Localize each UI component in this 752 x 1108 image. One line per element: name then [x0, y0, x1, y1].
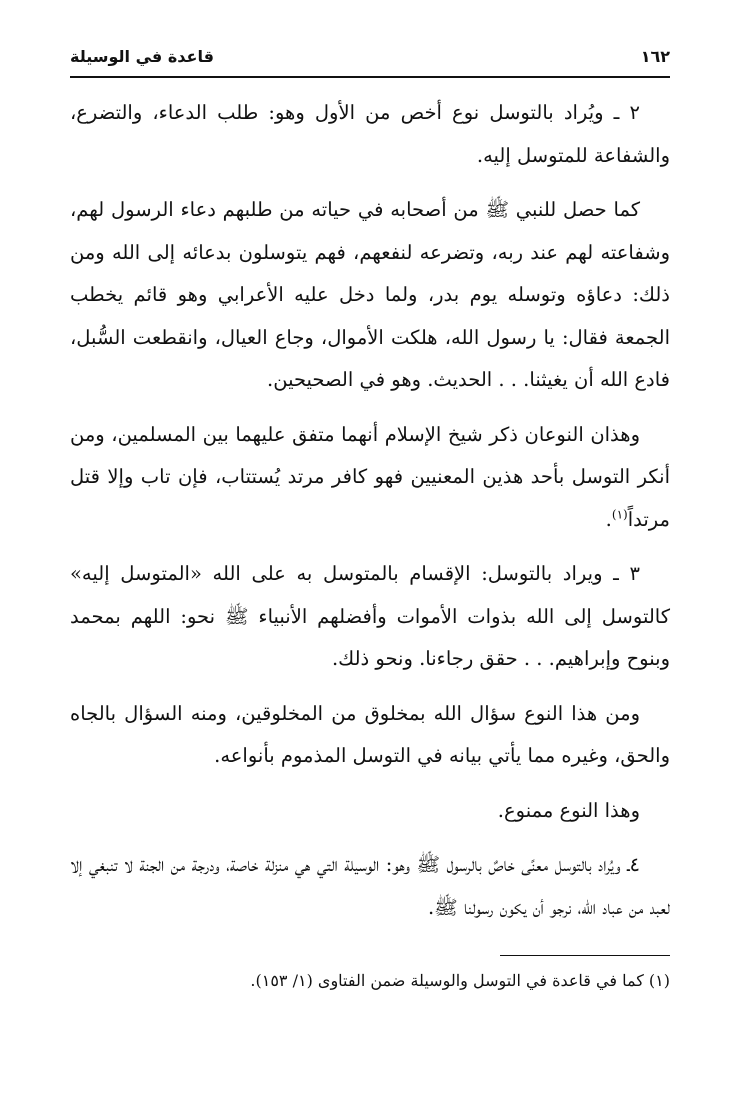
paragraph-7: ٤ـ ويُراد بالتوسل معنًى خاصٌ بالرسول ﷺ وهو: الوسيلة التي هي منزلة خاصة، ودرجة من الجنة لا تنبغي إلا لعبد من عباد الله، نرجو أن يكون رسولنا ﷺ. [70, 853, 670, 919]
footnote-reference[interactable]: (١) [611, 507, 628, 521]
paragraph-3-end: . [605, 507, 612, 531]
body-text [70, 92, 670, 929]
paragraph-3 [70, 414, 670, 542]
paragraph-3-text: وهذان النوعان ذكر شيخ الإسلام أنهما متفق عليهما بين المسلمين، ومن أنكر التوسل بأحد هذين المعنيين فهو كافر مرتد يُستتاب، فإن تاب وإلا قتل مرتداً [70, 422, 670, 531]
footnote-separator [500, 955, 670, 956]
paragraph-1: ٢ ـ ويُراد بالتوسل نوع أخص من الأول وهو: طلب الدعاء، والتضرع، والشفاعة للمتوسل إليه. [70, 101, 670, 167]
paragraph-5: ومن هذا النوع سؤال الله بمخلوق من المخلوقين، ومنه السؤال بالجاه والحق، وغيره مما يأتي بيانه في التوسل المذموم بأنواعه. [70, 701, 670, 767]
paragraph-6: وهذا النوع ممنوع. [497, 798, 640, 822]
paragraph-4: ٣ ـ ويراد بالتوسل: الإقسام بالمتوسل به على الله «المتوسل إليه» كالتوسل إلى الله بذوات الأموات وأفضلهم الأنبياء ﷺ نحو: اللهم بمحمد وبنوح وإبراهيم. . . حقق رجاءنا. ونحو ذلك. [70, 562, 670, 670]
paragraph-2: كما حصل للنبي ﷺ من أصحابه في حياته من طلبهم دعاء الرسول لهم، وشفاعته لهم عند ربه، وتضرعه لنفعهم، فهم يتوسلون بدعائه إلى الله ومن ذلك: دعاؤه وتوسله يوم بدر، ولما دخل عليه الأعرابي وهو قائم يخطب الجمعة فقال: يا رسول الله، هلكت الأموال، وجاع العيال، وانقطعت السُّبل، فادع الله أن يغيثنا. . . الحديث. وهو في الصحيحين. [70, 198, 670, 391]
page-number: ١٦٢ [640, 47, 670, 66]
header-rule [70, 76, 670, 78]
page-header [70, 44, 670, 70]
footnote: (١) كما في قاعدة في التوسل والوسيلة ضمن الفتاوى (١/ ١٥٣). [250, 971, 670, 990]
book-page [70, 44, 670, 994]
running-title: قاعدة في الوسيلة [70, 47, 214, 66]
